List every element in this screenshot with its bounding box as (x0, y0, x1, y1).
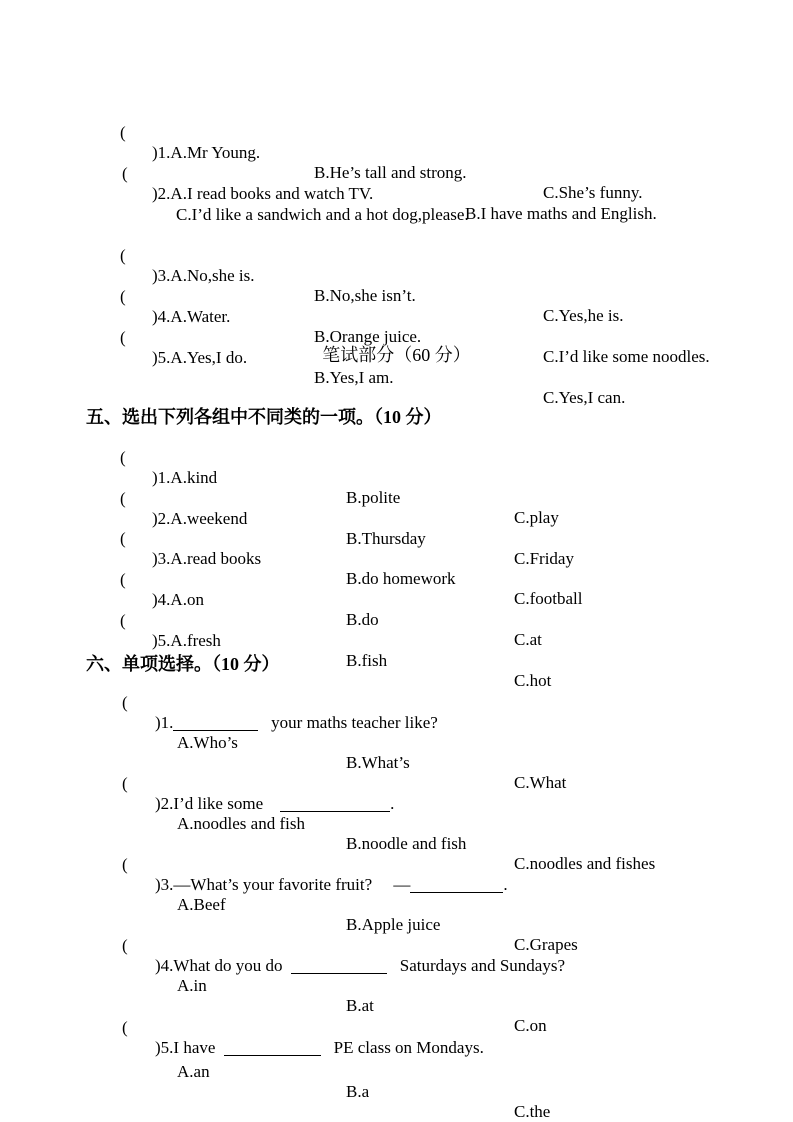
question-pre: )5.I have (155, 1038, 224, 1057)
option-b: B.polite (346, 488, 401, 507)
option-a: A.Beef (177, 895, 226, 914)
option-b: B.do (346, 610, 379, 629)
section6-question-1 (0, 673, 793, 732)
written-part-heading: 笔试部分（60 分） (322, 345, 471, 365)
option-a: )3.A.read books (152, 549, 262, 568)
option-c: C.Grapes (514, 935, 578, 954)
answer-paren: ( (120, 328, 126, 347)
answer-paren: ( (120, 123, 126, 142)
section6-heading-text: 六、单项选择。（10 分） (86, 654, 280, 674)
section6-options-3 (0, 875, 793, 954)
answer-paren: ( (120, 529, 126, 548)
option-c: C.the (514, 1102, 551, 1121)
option-c: C.at (514, 630, 542, 649)
answer-paren: ( (122, 1018, 128, 1037)
option-a: A.in (177, 976, 207, 995)
question-post: PE class on Mondays. (320, 1038, 484, 1057)
option-c: C.What (514, 773, 567, 792)
question-post: . (390, 794, 395, 813)
answer-paren: ( (120, 448, 126, 467)
option-b: B.fish (346, 651, 388, 670)
section6-options-1 (0, 713, 793, 792)
option-b: B.He’s tall and strong. (314, 163, 467, 182)
answer-paren: ( (122, 774, 128, 793)
option-c: C.on (514, 1016, 547, 1035)
section5-heading (0, 384, 793, 427)
option-b: B.What’s (346, 753, 410, 772)
option-a: A.Who’s (177, 733, 238, 752)
option-a: )2.A.weekend (152, 509, 248, 528)
option-b: B.Thursday (346, 529, 426, 548)
answer-paren: ( (120, 246, 126, 265)
option-b: B.a (346, 1082, 370, 1101)
section6-options-4 (0, 956, 793, 1035)
option-c: C.football (514, 589, 583, 608)
option-a: A.an (177, 1062, 210, 1081)
question-post: your maths teacher like? (258, 713, 438, 732)
option-b: B.No,she isn’t. (314, 286, 416, 305)
answer-paren: ( (122, 693, 128, 712)
option-a: )5.A.fresh (152, 631, 221, 650)
option-b: B.Apple juice (346, 915, 441, 934)
question-pre: )1. (155, 713, 174, 732)
option-b: B.do homework (346, 569, 456, 588)
option-a: A.noodles and fish (177, 814, 305, 833)
answer-paren: ( (120, 611, 126, 630)
option-a: )1.A.kind (152, 468, 218, 487)
option-b: B.Yes,I am. (314, 368, 394, 387)
option-c: C.Yes,I can. (543, 388, 626, 407)
option-a: )4.A.Water. (152, 307, 231, 326)
question-post: Saturdays and Sundays? (386, 956, 565, 975)
option-a: )2.A.I read books and watch TV. (152, 184, 374, 203)
question-pre: )4.What do you do (155, 956, 291, 975)
section5-heading-text: 五、选出下列各组中不同类的一项。（10 分） (86, 407, 442, 427)
option-c: C.Yes,he is. (543, 306, 624, 325)
option-c: C.play (514, 508, 559, 527)
option-a: )1.A.Mr Young. (152, 143, 261, 162)
option-c: C.noodles and fishes (514, 854, 656, 873)
answer-paren: ( (120, 570, 126, 589)
question-pre: )2.I’d like some (155, 794, 281, 813)
option-a: )4.A.on (152, 590, 204, 609)
option-c: C.I’d like a sandwich and a hot dog,please. (176, 205, 469, 224)
option-a: )3.A.No,she is. (152, 266, 255, 285)
option-b: B.Orange juice. (314, 327, 422, 346)
answer-paren: ( (120, 287, 126, 306)
answer-paren: ( (120, 489, 126, 508)
option-c: C.She’s funny. (543, 183, 643, 202)
answer-paren: ( (122, 855, 128, 874)
option-c: C.Friday (514, 549, 574, 568)
section6-options-5 (0, 1042, 793, 1121)
option-a: )5.A.Yes,I do. (152, 348, 248, 367)
question-pre: )3.—What’s your favorite fruit? — (155, 875, 411, 894)
option-b: B.I have maths and English. (465, 204, 657, 223)
option-b: B.noodle and fish (346, 834, 467, 853)
option-c: C.hot (514, 671, 552, 690)
answer-paren: ( (122, 164, 128, 183)
option-c: C.I’d like some noodles. (543, 347, 710, 366)
option-b: B.at (346, 996, 374, 1015)
question-post: . (503, 875, 508, 894)
section6-options-2 (0, 794, 793, 873)
answer-paren: ( (122, 936, 128, 955)
